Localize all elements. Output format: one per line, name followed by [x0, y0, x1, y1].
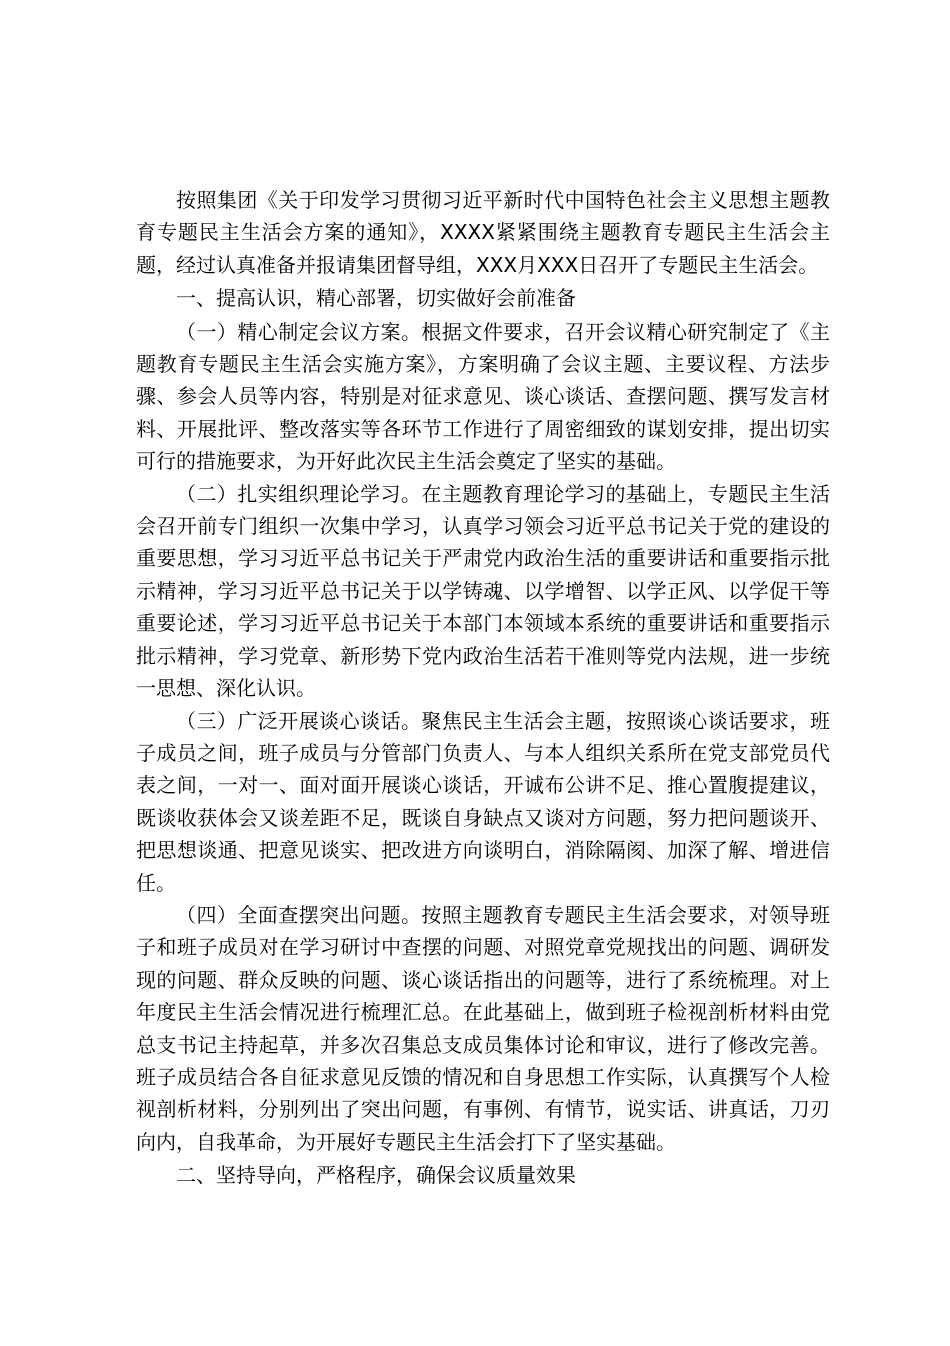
document-body [136, 184, 830, 1193]
section-heading-2: 二、坚持导向，严格程序，确保会议质量效果 [176, 1163, 576, 1188]
paragraph-item-4: （四）全面查摆突出问题。按照主题教育专题民主生活会要求，对领导班子和班子成员对在学习研讨中查摆的问题、对照党章党规找出的问题、调研发现的问题、群众反映的问题、谈心谈话指出的问题等，进行了系统梳理。对上年度民主生活会情况进行梳理汇总。在此基础上，做到班子检视剖析材料由党总支书记主持起草，并多次召集总支成员集体讨论和审议，进行了修改完善。班子成员结合各自征求意见反馈的情况和自身思想工作实际，认真撰写个人检视剖析材料，分别列出了突出问题，有事例、有情节，说实话、讲真话，刀刃向内，自我革命，为开展好专题民主生活会打下了坚实基础。 [136, 902, 830, 1154]
paragraph-item-1: （一）精心制定会议方案。根据文件要求，召开会议精心研究制定了《主题教育专题民主生活会实施方案》，方案明确了会议主题、主要议程、方法步骤、参会人员等内容，特别是对征求意见、谈心谈话、查摆问题、撰写发言材料、开展批评、整改落实等各环节工作进行了周密细致的谋划安排，提出切实可行的措施要求，为开好此次民主生活会奠定了坚实的基础。 [136, 319, 830, 474]
intro-paragraph: 按照集团《关于印发学习贯彻习近平新时代中国特色社会主义思想主题教育专题民主生活会方案的通知》，XXXX紧紧围绕主题教育专题民主生活会主题，经过认真准备并报请集团督导组，XXX月XXX日召开了专题民主生活会。 [136, 188, 830, 277]
paragraph-item-3: （三）广泛开展谈心谈话。聚焦民主生活会主题，按照谈心谈话要求，班子成员之间，班子成员与分管部门负责人、与本人组织关系所在党支部党员代表之间，一对一、面对面开展谈心谈话，开诚布公讲不足、推心置腹提建议，既谈收获体会又谈差距不足，既谈自身缺点又谈对方问题，努力把问题谈开、把思想谈通、把意见谈实、把改进方向谈明白，消除隔阂、加深了解、增进信任。 [136, 708, 830, 895]
section-heading-1: 一、提高认识，精心部署，切实做好会前准备 [176, 286, 576, 311]
paragraph-item-2: （二）扎实组织理论学习。在主题教育理论学习的基础上，专题民主生活会召开前专门组织一次集中学习，认真学习领会习近平总书记关于党的建设的重要思想，学习习近平总书记关于严肃党内政治生活的重要讲话和重要指示批示精神，学习习近平总书记关于以学铸魂、以学增智、以学正风、以学促干等重要论述，学习习近平总书记关于本部门本领域本系统的重要讲话和重要指示批示精神，学习党章、新形势下党内政治生活若干准则等党内法规，进一步统一思想、深化认识。 [136, 481, 830, 701]
